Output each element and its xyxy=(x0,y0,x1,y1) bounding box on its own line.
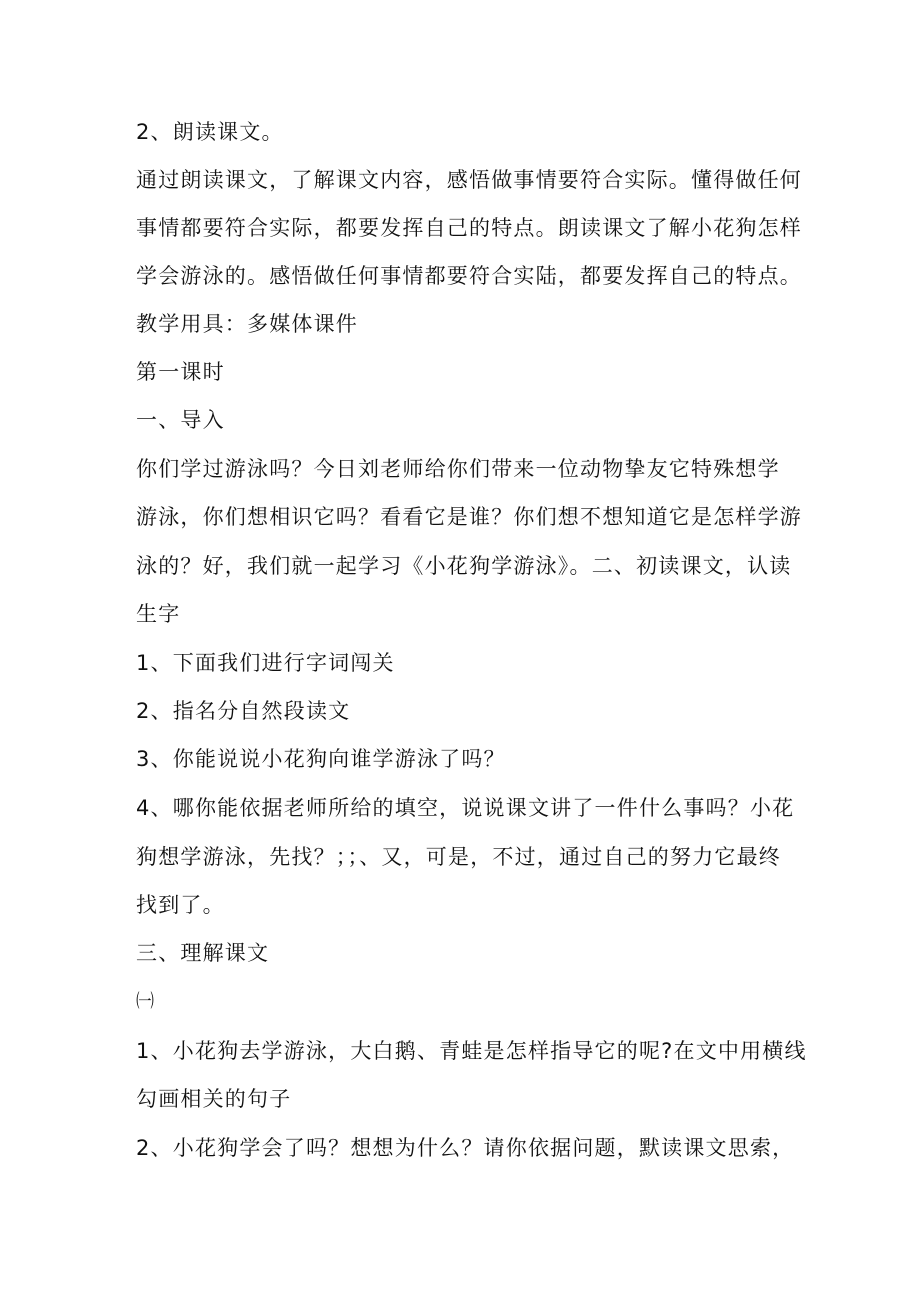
list-item: 3、你能说说小花狗向谁学游泳了吗？ xyxy=(136,747,506,771)
text-line: 泳的？好，我们就一起学习《小花狗学游泳》。二、初读课文，认读 xyxy=(136,554,792,578)
text-line: 学会游泳的。感悟做任何事情都要符合实陆，都要发挥自己的特点。 xyxy=(136,264,802,288)
text-line: 事情都要符合实际，都要发挥自己的特点。朗读课文了解小花狗怎样 xyxy=(136,216,802,240)
text-line: 游泳，你们想相识它吗？看看它是谁？你们想不想知道它是怎样学游 xyxy=(136,505,802,529)
list-item: 1、下面我们进行字词闯关 xyxy=(136,651,395,675)
list-item: 4、哪你能依据老师所给的填空，说说课文讲了一件什么事吗？小花 xyxy=(136,796,795,820)
text-line: 教学用具：多媒体课件 xyxy=(136,312,358,336)
section-heading: 一、导入 xyxy=(136,408,225,432)
text-line: 你们学过游泳吗？今日刘老师给你们带来一位动物挚友它特殊想学 xyxy=(136,457,780,481)
text-line: 2、朗读课文。 xyxy=(136,120,284,144)
text-line: 生字 xyxy=(136,602,181,626)
text-line: 通过朗读课文，了解课文内容，感悟做事情要符合实际。懂得做任何 xyxy=(136,168,802,192)
text-line: 狗想学游泳，先找？；；、又，可是，不过，通过自己的努力它最终 xyxy=(136,845,781,869)
list-item: 2、小花狗学会了吗？想想为什么？请你依据问题，默读课文思索， xyxy=(136,1136,795,1160)
text-line: 第一课时 xyxy=(136,360,225,384)
section-heading: 三、理解课文 xyxy=(136,941,270,965)
subsection-marker: ㈠ xyxy=(136,991,156,1012)
text-line: 勾画相关的句子 xyxy=(136,1087,292,1111)
list-item: 1、小花狗去学游泳，大白鹅、青蛙是怎样指导它的呢?在文中用横线 xyxy=(136,1039,807,1063)
text-line: 找到了。 xyxy=(136,893,225,917)
list-item: 2、指名分自然段读文 xyxy=(136,699,351,723)
